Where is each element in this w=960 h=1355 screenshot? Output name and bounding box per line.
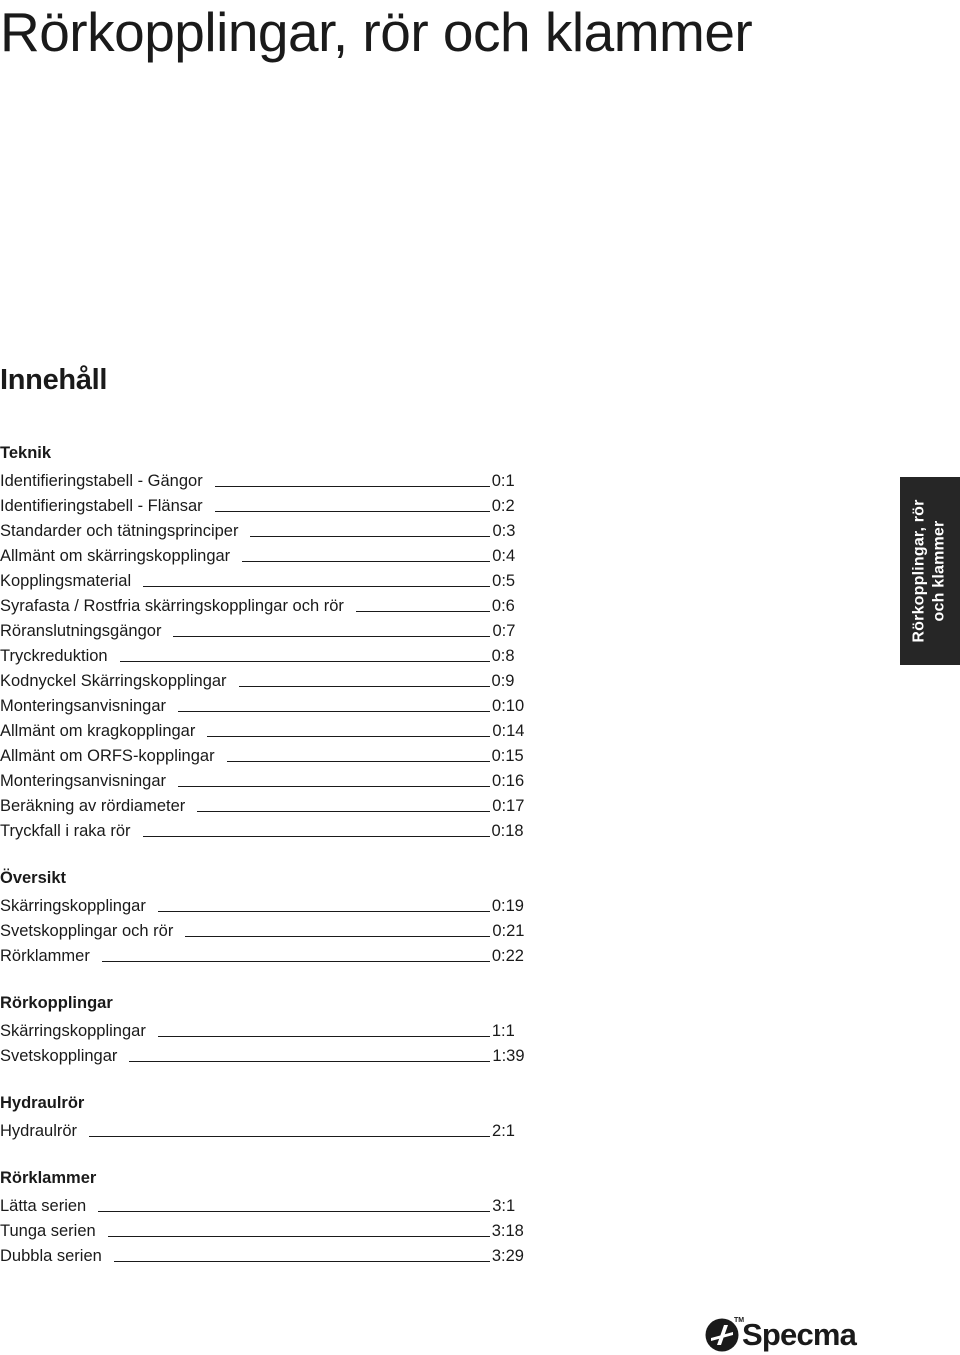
toc-entry-page: 0:7 — [492, 622, 516, 640]
toc-entry-title: Allmänt om kragkopplingar — [0, 722, 196, 740]
toc-entry[interactable] — [0, 1041, 540, 1066]
toc-entry-page: 0:17 — [492, 797, 525, 815]
toc-leader-line — [98, 1211, 490, 1212]
toc-entry-title: Rörklammer — [0, 947, 90, 965]
toc-entry-title: Skärringskopplingar — [0, 1022, 146, 1040]
toc-leader-line — [178, 786, 490, 787]
toc-leader-line — [356, 611, 490, 612]
toc-entry[interactable] — [0, 1241, 540, 1266]
toc-entry[interactable] — [0, 1116, 540, 1141]
toc-entry[interactable] — [0, 666, 540, 691]
toc-entry[interactable] — [0, 491, 540, 516]
toc-entry[interactable] — [0, 516, 540, 541]
toc-entry-page: 0:10 — [492, 697, 525, 715]
toc-entry-page: 1:1 — [491, 1022, 515, 1040]
toc-entry[interactable] — [0, 741, 540, 766]
toc-entry-page: 0:4 — [492, 547, 516, 565]
toc-section-title: Rörklammer — [0, 1169, 97, 1187]
toc-leader-line — [108, 1236, 490, 1237]
toc-entry[interactable] — [0, 816, 540, 841]
toc-leader-line — [178, 711, 490, 712]
toc-entry-title: Skärringskopplingar — [0, 897, 146, 915]
toc-entry-page: 0:16 — [492, 772, 525, 790]
page-title: Rörkopplingar, rör och klammer — [0, 1, 753, 63]
toc-entry-title: Svetskopplingar — [0, 1047, 118, 1065]
toc-entry-title: Monteringsanvisningar — [0, 772, 167, 790]
toc-leader-line — [143, 836, 490, 837]
toc-entry-page: 3:18 — [491, 1222, 524, 1240]
toc-leader-line — [158, 1036, 490, 1037]
toc-entry[interactable] — [0, 916, 540, 941]
toc-entry-title: Kodnyckel Skärringskopplingar — [0, 672, 227, 690]
side-tab-label — [910, 499, 950, 642]
toc-leader-line — [114, 1261, 490, 1262]
toc-entry[interactable] — [0, 1191, 540, 1216]
toc-leader-line — [120, 661, 490, 662]
toc-entry-title: Allmänt om ORFS-kopplingar — [0, 747, 215, 765]
side-tab-line-1: Rörkopplingar, rör — [911, 499, 929, 643]
specma-logo — [704, 1315, 856, 1355]
toc-entry-title: Kopplingsmaterial — [0, 572, 132, 590]
toc-entry-page: 0:19 — [491, 897, 524, 915]
toc-entry-title: Hydraulrör — [0, 1122, 78, 1140]
toc-entry-title: Tunga serien — [0, 1222, 96, 1240]
toc-section — [0, 1166, 540, 1266]
toc-section — [0, 441, 540, 841]
toc-entry-title: Standarder och tätningsprinciper — [0, 522, 239, 540]
toc-leader-line — [89, 1136, 490, 1137]
toc-entry[interactable] — [0, 941, 540, 966]
toc-leader-line — [242, 561, 490, 562]
toc-leader-line — [158, 911, 490, 912]
toc-leader-line — [215, 486, 490, 487]
toc-entry-title: Tryckfall i raka rör — [0, 822, 131, 840]
toc-entry-title: Svetskopplingar och rör — [0, 922, 174, 940]
toc-entry[interactable] — [0, 1216, 540, 1241]
toc-entry[interactable] — [0, 591, 540, 616]
toc-entry-page: 3:1 — [492, 1197, 516, 1215]
toc-entry-page: 3:29 — [491, 1247, 524, 1265]
toc-section — [0, 1091, 540, 1141]
toc-entry[interactable] — [0, 891, 540, 916]
toc-section-title: Rörkopplingar — [0, 994, 113, 1012]
toc-entry[interactable] — [0, 616, 540, 641]
logo-wordmark: Specma — [742, 1317, 857, 1352]
toc-entry-page: 0:18 — [491, 822, 524, 840]
toc-entry-page: 0:15 — [491, 747, 524, 765]
toc-entry[interactable] — [0, 791, 540, 816]
toc-leader-line — [173, 636, 490, 637]
toc-entry-title: Allmänt om skärringskopplingar — [0, 547, 231, 565]
toc-entry[interactable] — [0, 466, 540, 491]
toc-entry[interactable] — [0, 691, 540, 716]
toc-entry-page: 0:22 — [491, 947, 524, 965]
toc-leader-line — [227, 761, 490, 762]
toc-entry[interactable] — [0, 641, 540, 666]
toc-entry[interactable] — [0, 566, 540, 591]
toc-entry-title: Monteringsanvisningar — [0, 697, 167, 715]
toc-entry[interactable] — [0, 541, 540, 566]
toc-entry-page: 0:21 — [492, 922, 525, 940]
toc-section — [0, 991, 540, 1066]
toc-leader-line — [185, 936, 490, 937]
toc-leader-line — [129, 1061, 490, 1062]
toc-section — [0, 866, 540, 966]
toc-entry-title: Syrafasta / Rostfria skärringskopplingar och rör — [0, 597, 344, 615]
toc-leader-line — [102, 961, 490, 962]
side-tab — [900, 477, 960, 665]
toc-leader-line — [239, 686, 490, 687]
toc-leader-line — [197, 811, 490, 812]
toc-entry-page: 0:6 — [491, 597, 515, 615]
toc-entry[interactable] — [0, 1016, 540, 1041]
toc-entry-title: Tryckreduktion — [0, 647, 108, 665]
toc-section-title: Teknik — [0, 444, 52, 462]
toc-section-title: Översikt — [0, 869, 67, 887]
toc-entry-title: Lätta serien — [0, 1197, 87, 1215]
toc-leader-line — [215, 511, 490, 512]
toc-leader-line — [250, 536, 490, 537]
logo-trademark: TM — [734, 1317, 745, 1324]
toc-entry-page: 0:1 — [491, 472, 515, 490]
toc-entry[interactable] — [0, 766, 540, 791]
toc-entry-title: Beräkning av rördiameter — [0, 797, 186, 815]
toc-leader-line — [207, 736, 490, 737]
toc-entry-title: Röranslutningsgängor — [0, 622, 162, 640]
toc-section-title: Hydraulrör — [0, 1094, 85, 1112]
toc-entry-title: Dubbla serien — [0, 1247, 102, 1265]
toc-entry-title: Identifieringstabell - Gängor — [0, 472, 203, 490]
table-of-contents — [0, 441, 540, 1291]
toc-entry-title: Identifieringstabell - Flänsar — [0, 497, 203, 515]
contents-heading: Innehåll — [0, 364, 108, 396]
side-tab-line-2: och klammer — [931, 520, 949, 622]
toc-entry-page: 0:3 — [492, 522, 516, 540]
toc-entry-page: 1:39 — [492, 1047, 525, 1065]
toc-entry-page: 0:9 — [491, 672, 515, 690]
toc-entry-page: 0:2 — [491, 497, 515, 515]
toc-entry-page: 0:14 — [492, 722, 525, 740]
toc-entry[interactable] — [0, 716, 540, 741]
toc-entry-page: 2:1 — [492, 1122, 515, 1140]
toc-leader-line — [143, 586, 490, 587]
toc-entry-page: 0:8 — [491, 647, 515, 665]
toc-entry-page: 0:5 — [492, 572, 516, 590]
